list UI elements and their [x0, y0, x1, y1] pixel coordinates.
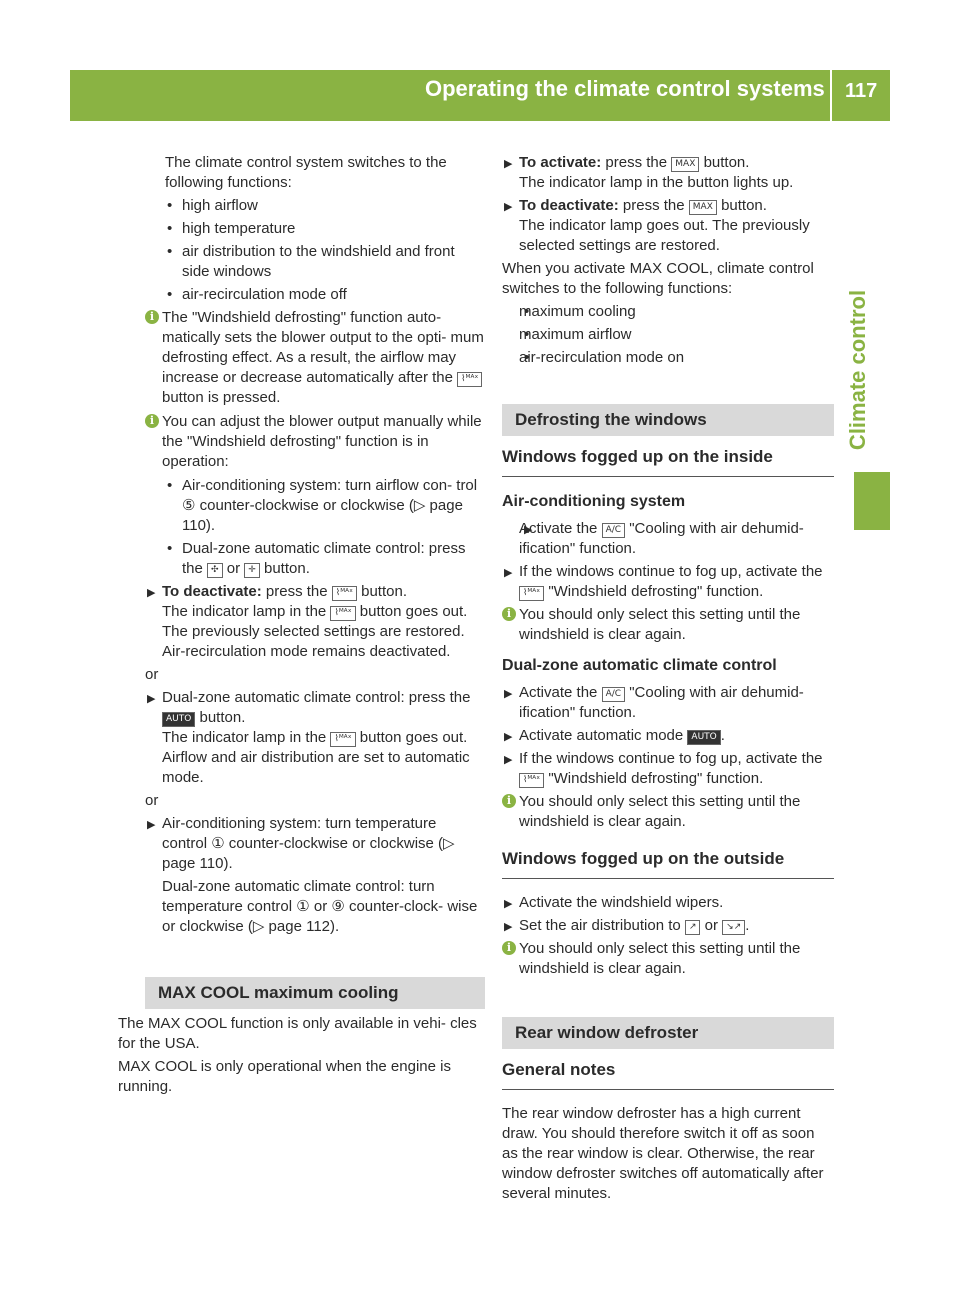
list-item: • air-recirculation mode on — [502, 348, 834, 368]
windshield-defrost-icon: ⌇ᴹᴬˣ — [519, 586, 544, 601]
side-tab-marker — [854, 472, 890, 530]
instruction-step — [502, 562, 834, 602]
instruction-step — [502, 683, 834, 723]
step-label: To deactivate: — [519, 197, 619, 214]
step-text: If the windows continue to fog up, activate the — [519, 750, 823, 767]
list-text: Dual-zone automatic climate control: press the — [182, 540, 466, 577]
page-number: 117 — [845, 80, 878, 102]
ac-icon: A/C — [602, 523, 625, 538]
info-text: You should only select this setting until the windshield is clear again. — [519, 940, 801, 977]
instruction-step — [502, 749, 834, 789]
info-note — [145, 308, 485, 408]
ac-icon: A/C — [602, 687, 625, 702]
info-note — [145, 412, 485, 472]
info-text: You should only select this setting until the windshield is clear again. — [519, 793, 801, 830]
instruction-step — [145, 688, 485, 788]
step-text: press the — [265, 583, 328, 600]
list-item: • high temperature — [145, 219, 485, 239]
step-label: To deactivate: — [162, 583, 262, 600]
step-text: Activate the — [519, 684, 598, 701]
step-text: Activate the — [519, 520, 598, 537]
paragraph: MAX COOL is only operational when the engine is running. — [118, 1058, 451, 1095]
list-item — [165, 539, 485, 579]
step-text: Dual-zone automatic climate control: turn temperature control ① or ⑨ counter-clock- wise or clockwise (▷ page 112). — [162, 878, 478, 935]
step-text: The indicator lamp in the — [162, 603, 327, 620]
info-text: You should only select this setting until the windshield is clear again. — [519, 606, 801, 643]
list-item: • maximum cooling — [502, 302, 834, 322]
list-text: or — [226, 560, 241, 577]
info-text: The "Windshield defrosting" function auto- matically sets the blower output to the opti- mum defrosting effect. As a result, the airflow may increase or decrease automatically after the — [162, 309, 484, 386]
section-heading: Defrosting the windows — [502, 404, 834, 436]
right-column — [502, 153, 834, 1207]
windshield-airflow-icon: ↗ — [685, 920, 701, 935]
or-text: or — [145, 792, 159, 809]
step-text: press the — [622, 197, 685, 214]
list-item: • air distribution to the windshield and front side windows — [145, 242, 485, 282]
header-divider — [830, 70, 832, 121]
auto-icon: AUTO — [162, 712, 195, 727]
max-cool-icon: MAX — [671, 157, 699, 172]
instruction-step — [502, 196, 834, 256]
step-text: The indicator lamp in the — [162, 729, 327, 746]
instruction-step — [145, 814, 485, 874]
paragraph: When you activate MAX COOL, climate control switches to the following functions: — [502, 260, 814, 297]
subheading: Dual-zone automatic climate control — [502, 657, 777, 674]
info-text: button is pressed. — [162, 389, 281, 406]
instruction-step: ▶ Activate the windshield wipers. — [502, 893, 834, 913]
subsection-heading: Windows fogged up on the outside — [502, 848, 834, 879]
instruction-step — [502, 153, 834, 193]
list-item: • Air-conditioning system: turn airflow con- trol ⑤ counter-clockwise or clockwise (▷ page 110). — [165, 476, 485, 536]
info-icon: i — [502, 941, 516, 955]
step-text: or — [704, 917, 718, 934]
section-heading: Rear window defroster — [502, 1017, 834, 1049]
step-text: . — [745, 917, 750, 934]
step-text: Activate automatic mode — [519, 727, 684, 744]
step-text: The indicator lamp in the button lights up. — [519, 174, 794, 191]
instruction-step — [502, 916, 834, 936]
paragraph: The MAX COOL function is only available in vehi- cles for the USA. — [118, 1015, 477, 1052]
list-item: • air-recirculation mode off — [145, 285, 485, 305]
page-title: Operating the climate control systems — [425, 76, 825, 101]
subheading: Air-conditioning system — [502, 493, 686, 510]
step-text: Dual-zone automatic climate control: press the — [162, 689, 471, 706]
info-text: You can adjust the blower output manually while the "Windshield defrosting" function is in operation: — [162, 413, 482, 470]
step-text: The indicator lamp goes out. The previously selected settings are restored. — [519, 217, 810, 254]
step-text: button. — [361, 583, 407, 600]
step-text: "Cooling with air dehumid- ification" function. — [519, 520, 804, 557]
step-text: . — [720, 727, 725, 744]
list-item: • maximum airflow — [502, 325, 834, 345]
info-icon: i — [502, 607, 516, 621]
paragraph: The rear window defroster has a high current draw. You should therefore switch it off as soon as the rear window is clear. Otherwise, the rear window defroster switches off automatically after several minutes. — [502, 1105, 824, 1202]
list-item: • high airflow — [145, 196, 485, 216]
windshield-defrost-icon: ⌇ᴹᴬˣ — [457, 372, 482, 387]
step-text: "Windshield defrosting" function. — [548, 770, 764, 787]
info-icon: i — [145, 414, 159, 428]
windshield-defrost-icon: ⌇ᴹᴬˣ — [519, 773, 544, 788]
auto-icon: AUTO — [687, 730, 720, 745]
intro-text: The climate control system switches to the following functions: — [165, 154, 447, 191]
or-text: or — [145, 666, 159, 683]
section-heading: MAX COOL maximum cooling — [145, 977, 485, 1009]
list-text: button. — [263, 560, 310, 577]
step-text: button. — [199, 709, 246, 726]
step-text: press the — [605, 154, 668, 171]
fan-icon: ✣ — [207, 563, 223, 578]
subsection-heading: General notes — [502, 1059, 834, 1090]
instruction-step — [145, 582, 485, 662]
step-text: button. — [721, 197, 767, 214]
windshield-defrost-icon: ⌇ᴹᴬˣ — [330, 732, 355, 747]
info-note — [502, 792, 834, 832]
windshield-defrost-icon: ⌇ᴹᴬˣ — [332, 586, 357, 601]
windshield-defrost-icon: ⌇ᴹᴬˣ — [330, 606, 355, 621]
instruction-step — [502, 726, 834, 746]
info-note — [502, 939, 834, 979]
info-icon: i — [145, 310, 159, 324]
max-cool-icon: MAX — [689, 200, 717, 215]
step-text: button goes out. Airflow and air distribution are set to automatic mode. — [162, 729, 470, 786]
maxcool-text — [118, 1014, 485, 1100]
step-text: button goes out. The previously selected settings are restored. Air-recirculation mode remains deactivated. — [162, 603, 468, 660]
step-label: To activate: — [519, 154, 602, 171]
step-text: If the windows continue to fog up, activate the — [519, 563, 823, 580]
step-text: Set the air distribution to — [519, 917, 681, 934]
fan-small-icon: ✛ — [244, 563, 260, 578]
side-tab — [830, 290, 885, 450]
step-text: "Cooling with air dehumid- ification" function. — [519, 684, 804, 721]
step-text: button. — [703, 154, 750, 171]
step-text: Air-conditioning system: turn temperature control ① counter-clockwise or clockwise (▷ page 110). — [162, 815, 455, 872]
subsection-heading: Windows fogged up on the inside — [502, 446, 834, 477]
side-tab-label: Climate control — [844, 289, 870, 451]
windshield-footwell-airflow-icon: ↘↗ — [722, 920, 745, 935]
instruction-step — [502, 519, 834, 559]
step-text: "Windshield defrosting" function. — [548, 583, 764, 600]
info-note — [502, 605, 834, 645]
info-icon: i — [502, 794, 516, 808]
left-column — [145, 153, 485, 1019]
